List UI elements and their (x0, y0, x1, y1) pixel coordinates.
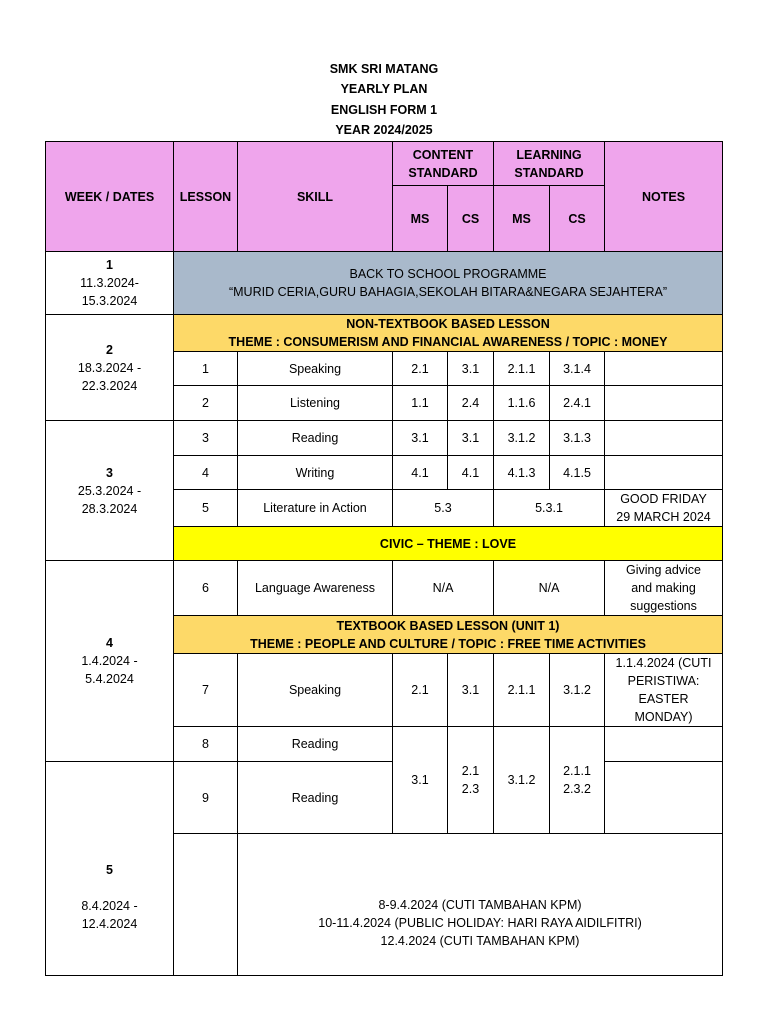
lesson-notes: Giving advice and making suggestions (605, 561, 723, 616)
header-content-standard: CONTENT STANDARD (393, 142, 494, 186)
lesson-row (46, 561, 723, 616)
content-cs: 2.4 (448, 386, 494, 421)
non-textbook-banner: NON-TEXTBOOK BASED LESSON THEME : CONSUMERISM AND FINANCIAL AWARENESS / TOPIC : MONEY (174, 315, 723, 352)
learning-standard: 5.3.1 (494, 490, 605, 527)
lesson-skill: Reading (238, 421, 393, 456)
week-3-cell: 3 25.3.2024 - 28.3.2024 (46, 421, 174, 561)
week-5-holiday-note: 8-9.4.2024 (CUTI TAMBAHAN KPM) 10-11.4.2024 (PUBLIC HOLIDAY: HARI RAYA AIDILFITRI) 12.4.2024 (CUTI TAMBAHAN KPM) (238, 834, 723, 976)
header-cs-ms: MS (393, 186, 448, 252)
lesson-number: 3 (174, 421, 238, 456)
lesson-notes: GOOD FRIDAY 29 MARCH 2024 (605, 490, 723, 527)
header-ls-ms: MS (494, 186, 550, 252)
learning-ms: 2.1.1 (494, 654, 550, 727)
school-name: SMK SRI MATANG (329, 62, 439, 76)
lesson-number: 5 (174, 490, 238, 527)
lesson-number: 7 (174, 654, 238, 727)
content-cs: 3.1 (448, 654, 494, 727)
yearly-plan-table (45, 141, 723, 976)
header-week-dates: WEEK / DATES (46, 142, 174, 252)
week-5-cell: 5 8.4.2024 - 12.4.2024 (46, 762, 174, 976)
content-ms: 1.1 (393, 386, 448, 421)
lesson-row (46, 762, 723, 834)
lesson-notes (605, 352, 723, 386)
lesson-number (174, 834, 238, 976)
content-standard: 5.3 (393, 490, 494, 527)
week-4-cell: 4 1.4.2024 - 5.4.2024 (46, 561, 174, 762)
lesson-notes (605, 727, 723, 762)
lesson-skill: Language Awareness (238, 561, 393, 616)
back-to-school-banner: BACK TO SCHOOL PROGRAMME “MURID CERIA,GURU BAHAGIA,SEKOLAH BITARA&NEGARA SEJAHTERA” (174, 252, 723, 315)
lesson-skill: Speaking (238, 352, 393, 386)
content-ms: 4.1 (393, 456, 448, 490)
header-learning-standard: LEARNING STANDARD (494, 142, 605, 186)
lesson-row (46, 421, 723, 456)
header-skill: SKILL (238, 142, 393, 252)
lesson-skill: Reading (238, 762, 393, 834)
header-ls-cs: CS (550, 186, 605, 252)
subject-title: ENGLISH FORM 1 (330, 103, 438, 117)
lesson-notes (605, 456, 723, 490)
learning-cs: 3.1.4 (550, 352, 605, 386)
content-standard: N/A (393, 561, 494, 616)
learning-standard: N/A (494, 561, 605, 616)
lesson-number: 8 (174, 727, 238, 762)
lesson-skill: Listening (238, 386, 393, 421)
content-cs: 3.1 (448, 352, 494, 386)
content-ms: 2.1 (393, 654, 448, 727)
lesson-notes (605, 421, 723, 456)
content-cs: 3.1 (448, 421, 494, 456)
lesson-number: 9 (174, 762, 238, 834)
learning-cs: 2.1.1 2.3.2 (550, 727, 605, 834)
learning-ms: 3.1.2 (494, 421, 550, 456)
lesson-notes: 1.1.4.2024 (CUTI PERISTIWA: EASTER MONDAY) (605, 654, 723, 727)
week-1-cell: 1 11.3.2024- 15.3.2024 (46, 252, 174, 315)
learning-cs: 2.4.1 (550, 386, 605, 421)
lesson-number: 4 (174, 456, 238, 490)
lesson-number: 6 (174, 561, 238, 616)
plan-title: YEARLY PLAN (340, 82, 428, 96)
learning-cs: 3.1.3 (550, 421, 605, 456)
lesson-skill: Literature in Action (238, 490, 393, 527)
learning-ms: 2.1.1 (494, 352, 550, 386)
learning-ms: 4.1.3 (494, 456, 550, 490)
year-title: YEAR 2024/2025 (335, 123, 433, 137)
lesson-number: 1 (174, 352, 238, 386)
content-ms: 2.1 (393, 352, 448, 386)
learning-ms: 1.1.6 (494, 386, 550, 421)
lesson-skill: Reading (238, 727, 393, 762)
content-cs: 4.1 (448, 456, 494, 490)
textbook-banner: TEXTBOOK BASED LESSON (UNIT 1) THEME : PEOPLE AND CULTURE / TOPIC : FREE TIME ACTIVITIES (174, 616, 723, 654)
content-ms: 3.1 (393, 727, 448, 834)
header-notes: NOTES (605, 142, 723, 252)
lesson-notes (605, 386, 723, 421)
week-2-cell: 2 18.3.2024 - 22.3.2024 (46, 315, 174, 421)
learning-cs: 4.1.5 (550, 456, 605, 490)
lesson-skill: Speaking (238, 654, 393, 727)
learning-ms: 3.1.2 (494, 727, 550, 834)
content-cs: 2.1 2.3 (448, 727, 494, 834)
content-ms: 3.1 (393, 421, 448, 456)
lesson-number: 2 (174, 386, 238, 421)
lesson-skill: Writing (238, 456, 393, 490)
lesson-notes (605, 762, 723, 834)
civic-banner: CIVIC – THEME : LOVE (174, 527, 723, 561)
learning-cs: 3.1.2 (550, 654, 605, 727)
header-lesson: LESSON (174, 142, 238, 252)
header-cs-cs: CS (448, 186, 494, 252)
